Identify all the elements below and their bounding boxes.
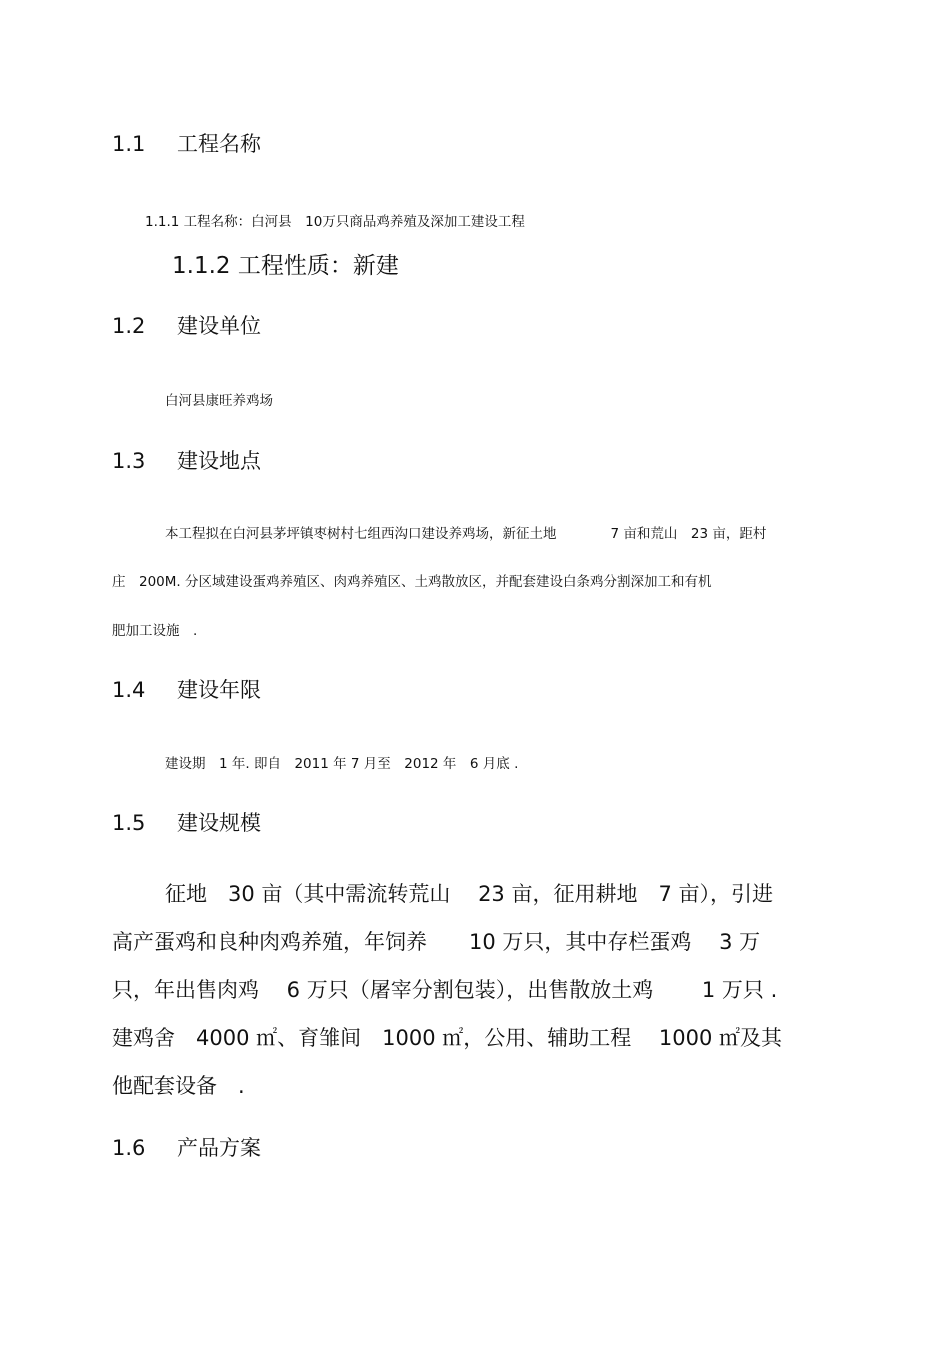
heading-number: 1.5 <box>112 811 146 835</box>
heading-1-4 <box>112 676 261 704</box>
heading-number: 1.1 <box>112 132 146 156</box>
paragraph-1-5-line-4: 建鸡舍 4000 ㎡、育雏间 1000 ㎡，公用、辅助工程 1000 ㎡及其 <box>112 1026 783 1050</box>
heading-1-1 <box>112 130 261 158</box>
paragraph-1-3-line-2: 庄 200M. 分区域建设蛋鸡养殖区、肉鸡养殖区、土鸡散放区，并配套建设白条鸡分割深加工和有机 <box>112 574 712 590</box>
heading-number: 1.6 <box>112 1136 146 1160</box>
paragraph-1-4: 建设期 1 年. 即自 2011 年 7 月至 2012 年 6 月底 . <box>165 756 519 772</box>
heading-1-5 <box>112 809 261 837</box>
paragraph-1-2: 白河县康旺养鸡场 <box>165 393 273 409</box>
heading-1-6 <box>112 1134 261 1162</box>
heading-number: 1.4 <box>112 678 146 702</box>
heading-1-3 <box>112 447 261 475</box>
heading-1-2 <box>112 312 261 340</box>
heading-number: 1.3 <box>112 449 146 473</box>
paragraph-1-5-line-1: 征地 30 亩（其中需流转荒山 23 亩，征用耕地 7 亩），引进 <box>165 882 774 906</box>
paragraph-1-3-line-3: 肥加工设施 . <box>112 623 198 639</box>
heading-title: 建设单位 <box>177 314 261 338</box>
heading-title: 产品方案 <box>177 1136 261 1160</box>
heading-title: 建设规模 <box>177 811 261 835</box>
heading-number: 1.2 <box>112 314 146 338</box>
paragraph-1-5 <box>112 870 842 1110</box>
subheading-1-1-2: 1.1.2 工程性质：新建 <box>172 253 399 279</box>
heading-title: 工程名称 <box>177 132 261 156</box>
heading-title: 建设年限 <box>177 678 261 702</box>
subheading-1-1-1: 1.1.1 工程名称：白河县 10万只商品鸡养殖及深加工建设工程 <box>145 214 525 230</box>
paragraph-1-5-line-2: 高产蛋鸡和良种肉鸡养殖，年饲养 10 万只，其中存栏蛋鸡 3 万 <box>112 930 761 954</box>
paragraph-1-3-line-1: 本工程拟在白河县茅坪镇枣树村七组西沟口建设养鸡场，新征土地 7 亩和荒山 23 亩，距村 <box>165 526 767 542</box>
heading-title: 建设地点 <box>177 449 261 473</box>
paragraph-1-5-line-3: 只，年出售肉鸡 6 万只（屠宰分割包装），出售散放土鸡 1 万只 . <box>112 978 778 1002</box>
paragraph-1-5-line-5: 他配套设备 . <box>112 1074 245 1098</box>
